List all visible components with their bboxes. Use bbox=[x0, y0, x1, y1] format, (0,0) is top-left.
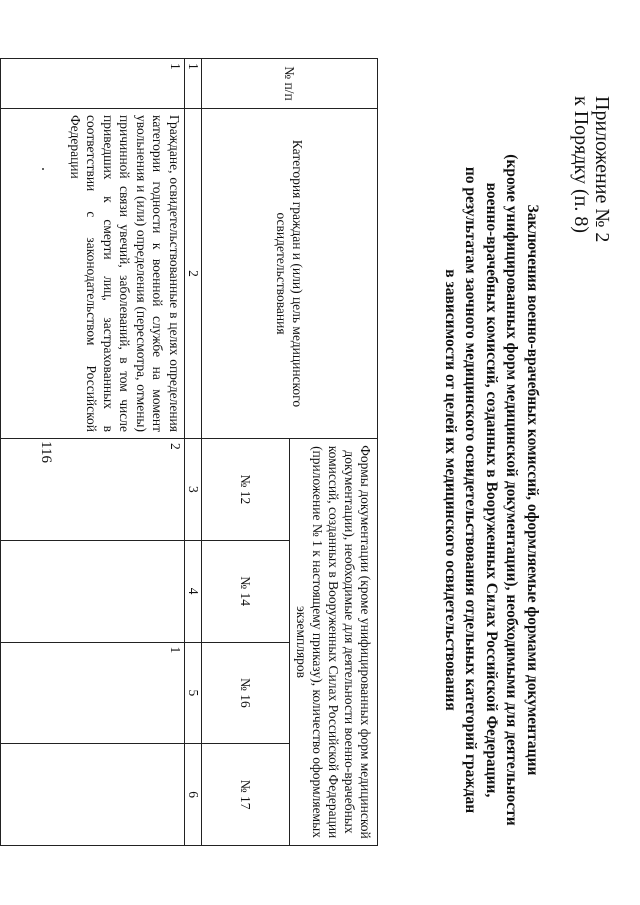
column-index: 5 bbox=[185, 642, 202, 744]
heading-line: Заключения военно-врачебных комиссий, оформляемые формами документации bbox=[524, 204, 541, 776]
header-number: № п/п bbox=[202, 59, 378, 109]
table-header-row bbox=[290, 59, 378, 846]
header-category: Категория граждан и (или) цель медицинского освидетельствования bbox=[202, 109, 378, 439]
column-index: 3 bbox=[185, 439, 202, 541]
header-forms: Формы документации (кроме унифицированных форм медицинской документации), необходимые для деятельности военно-врачебных комиссий, созданных в Вооруженных Силах Российской Федерации (приложение № 1 к настоящему приказу), количество оформляемых экземпляров bbox=[290, 439, 378, 846]
appendix-reference: к Порядку (п. 8) bbox=[570, 96, 592, 233]
conclusions-table bbox=[0, 58, 378, 846]
row-category: Граждане, освидетельствованные в целях определения категории годности к военной службе на момент увольнения и (или) определения (пересмотра, отмены) причинной связи увечий, заболеваний, в том числе приведших к смерти лиц, застрахованных в соответствии с законодательством Российской Федерации bbox=[1, 109, 185, 439]
heading-line: (кроме унифицированных форм медицинской документации), необходимыми для деятельности bbox=[503, 154, 521, 826]
row-number: 1 bbox=[1, 59, 185, 109]
row-value-form-17 bbox=[1, 744, 185, 846]
page-number: 116 bbox=[38, 441, 54, 463]
column-index-row bbox=[185, 59, 202, 846]
row-value-form-12: 2 bbox=[1, 439, 185, 541]
appendix-note bbox=[570, 96, 612, 416]
column-index: 6 bbox=[185, 744, 202, 846]
document-heading bbox=[440, 110, 543, 870]
row-value-form-14 bbox=[1, 540, 185, 642]
column-index: 1 bbox=[185, 59, 202, 109]
row-value-form-16: 1 bbox=[1, 642, 185, 744]
column-index: 4 bbox=[185, 540, 202, 642]
header-form-16: № 16 bbox=[202, 642, 290, 744]
header-form-14: № 14 bbox=[202, 540, 290, 642]
header-form-12: № 12 bbox=[202, 439, 290, 541]
heading-line: по результатам заочного медицинского освидетельствования отдельных категорий граждан bbox=[462, 166, 480, 814]
appendix-title: Приложение № 2 bbox=[591, 96, 613, 243]
header-form-17: № 17 bbox=[202, 744, 290, 846]
table-row bbox=[1, 59, 185, 846]
heading-line: военно-врачебных комиссий, созданных в Вооруженных Силах Российской Федерации, bbox=[483, 182, 500, 798]
column-index: 2 bbox=[185, 109, 202, 439]
heading-line: в зависимости от целей их медицинского освидетельствования bbox=[442, 269, 459, 711]
